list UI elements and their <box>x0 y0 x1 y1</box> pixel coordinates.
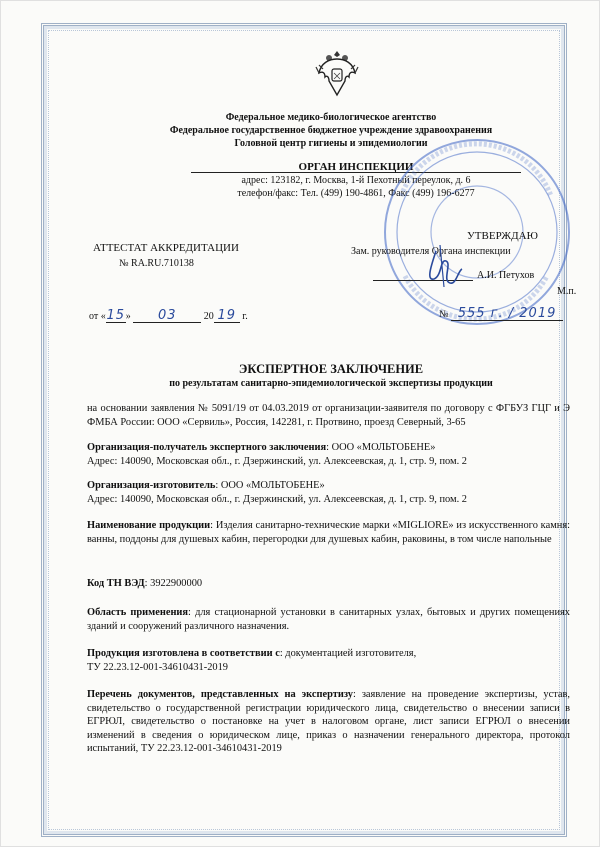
stamp-place-mark: М.п. <box>557 286 577 297</box>
made-per-section <box>87 647 570 674</box>
document-subtitle: по результатам санитарно-эпидемиологической экспертизы продукции <box>169 378 493 389</box>
document-title: ЭКСПЕРТНОЕ ЗАКЛЮЧЕНИЕ <box>238 362 424 376</box>
date-suffix: г. <box>242 311 248 322</box>
documents-label: Перечень документов, представленных на экспертизу <box>87 689 353 700</box>
organ-phone: телефон/факс: Тел. (499) 190-4861, Факс (499) 196-6277 <box>237 188 475 199</box>
approver-name: А.И. Петухов <box>477 270 535 281</box>
date-month: 03 <box>133 309 201 323</box>
made-per-value: : документацией изготовителя, <box>279 648 417 659</box>
tnved-section <box>87 577 570 591</box>
made-per-label: Продукция изготовлена в соответствии с <box>87 648 280 659</box>
scope-section <box>87 606 570 633</box>
organ-address: адрес: 123182, г. Москва, 1-й Пехотный переулок, д. 6 <box>241 175 471 186</box>
recipient-label: Организация-получатель экспертного заключения <box>87 442 327 453</box>
basis-paragraph: на основании заявления № 5091/19 от 04.03.2019 от организации-заявителя по договору с ФГБУЗ ГЦГ и Э ФМБА России: ООО «Сервиль», Россия, 142281, г. Протвино, проезд Северный, 3-65 <box>87 403 570 428</box>
date-sep: » <box>125 311 131 322</box>
documents-section <box>87 688 570 756</box>
manufacturer-label: Организация-изготовитель <box>87 480 216 491</box>
scope-label: Область применения <box>87 607 189 618</box>
documents-value: : заявление на проведение экспертизы, устав, свидетельство о государственной регистрации юридического лица, свидетельство о внесении записи в ЕГРЮЛ, свидетельство о постановке на учет в налоговом органе, лист записи ЕГРЮЛ о внесении изменений в сведения о юридическом лице, приказ о назначении генерального директора, протокол испытаний, ТУ 22.23.12-001-34610431-2019 <box>87 689 570 755</box>
recipient-address: Адрес: 140090, Московская обл., г. Дзержинский, ул. Алексеевская, д. 1, стр. 9, пом. 2 <box>87 455 468 467</box>
product-label: Наименование продукции <box>87 520 211 531</box>
organ-title: ОРГАН ИНСПЕКЦИИ <box>298 161 414 173</box>
document-number-row <box>439 307 563 321</box>
date-year-prefix: 20 <box>203 311 214 322</box>
manufacturer-section <box>87 479 570 506</box>
institution-line: Федеральное государственное бюджетное учреждение здравоохранения <box>169 125 493 136</box>
product-value: : Изделия санитарно-технические марки «MIGLIORE» из искусственного камня: ванны, поддоны для душевых кабин, перегородки для душевых кабин, раковины, в том числе напольные <box>87 520 570 545</box>
document-number: 555 г. / 2019 <box>451 307 563 321</box>
tnved-value: : 3922900000 <box>144 578 203 589</box>
tnved-label: Код ТН ВЭД <box>87 578 145 589</box>
signature-mark <box>396 241 486 291</box>
approve-position: Зам. руководителя Органа инспекции <box>351 246 511 257</box>
recipient-section <box>87 441 570 468</box>
number-prefix: № <box>439 309 449 320</box>
recipient-value: : ООО «МОЛЬТОБЕНЕ» <box>326 442 436 453</box>
made-per-spec: ТУ 22.23.12-001-34610431-2019 <box>87 661 228 673</box>
manufacturer-value: : ООО «МОЛЬТОБЕНЕ» <box>215 480 325 491</box>
center-line: Головной центр гигиены и эпидемиологии <box>234 138 428 149</box>
accreditation-number: № RA.RU.710138 <box>119 258 194 269</box>
coat-of-arms-icon <box>315 47 359 99</box>
manufacturer-address: Адрес: 140090, Московская обл., г. Дзержинский, ул. Алексеевская, д. 1, стр. 9, пом. 2 <box>87 493 468 505</box>
product-section <box>87 519 570 546</box>
date-day: 15 <box>106 308 126 323</box>
date-row <box>89 309 289 323</box>
accreditation-title: АТТЕСТАТ АККРЕДИТАЦИИ <box>93 242 239 254</box>
scope-value: : для стационарной установки в санитарных узлах, бытовых и других помещениях зданий и сооружений различного назначения. <box>87 607 570 632</box>
date-prefix: от « <box>89 311 106 322</box>
agency-line: Федеральное медико-биологическое агентство <box>225 112 437 123</box>
approve-title: УТВЕРЖДАЮ <box>467 230 538 242</box>
date-year: 19 <box>214 309 240 323</box>
